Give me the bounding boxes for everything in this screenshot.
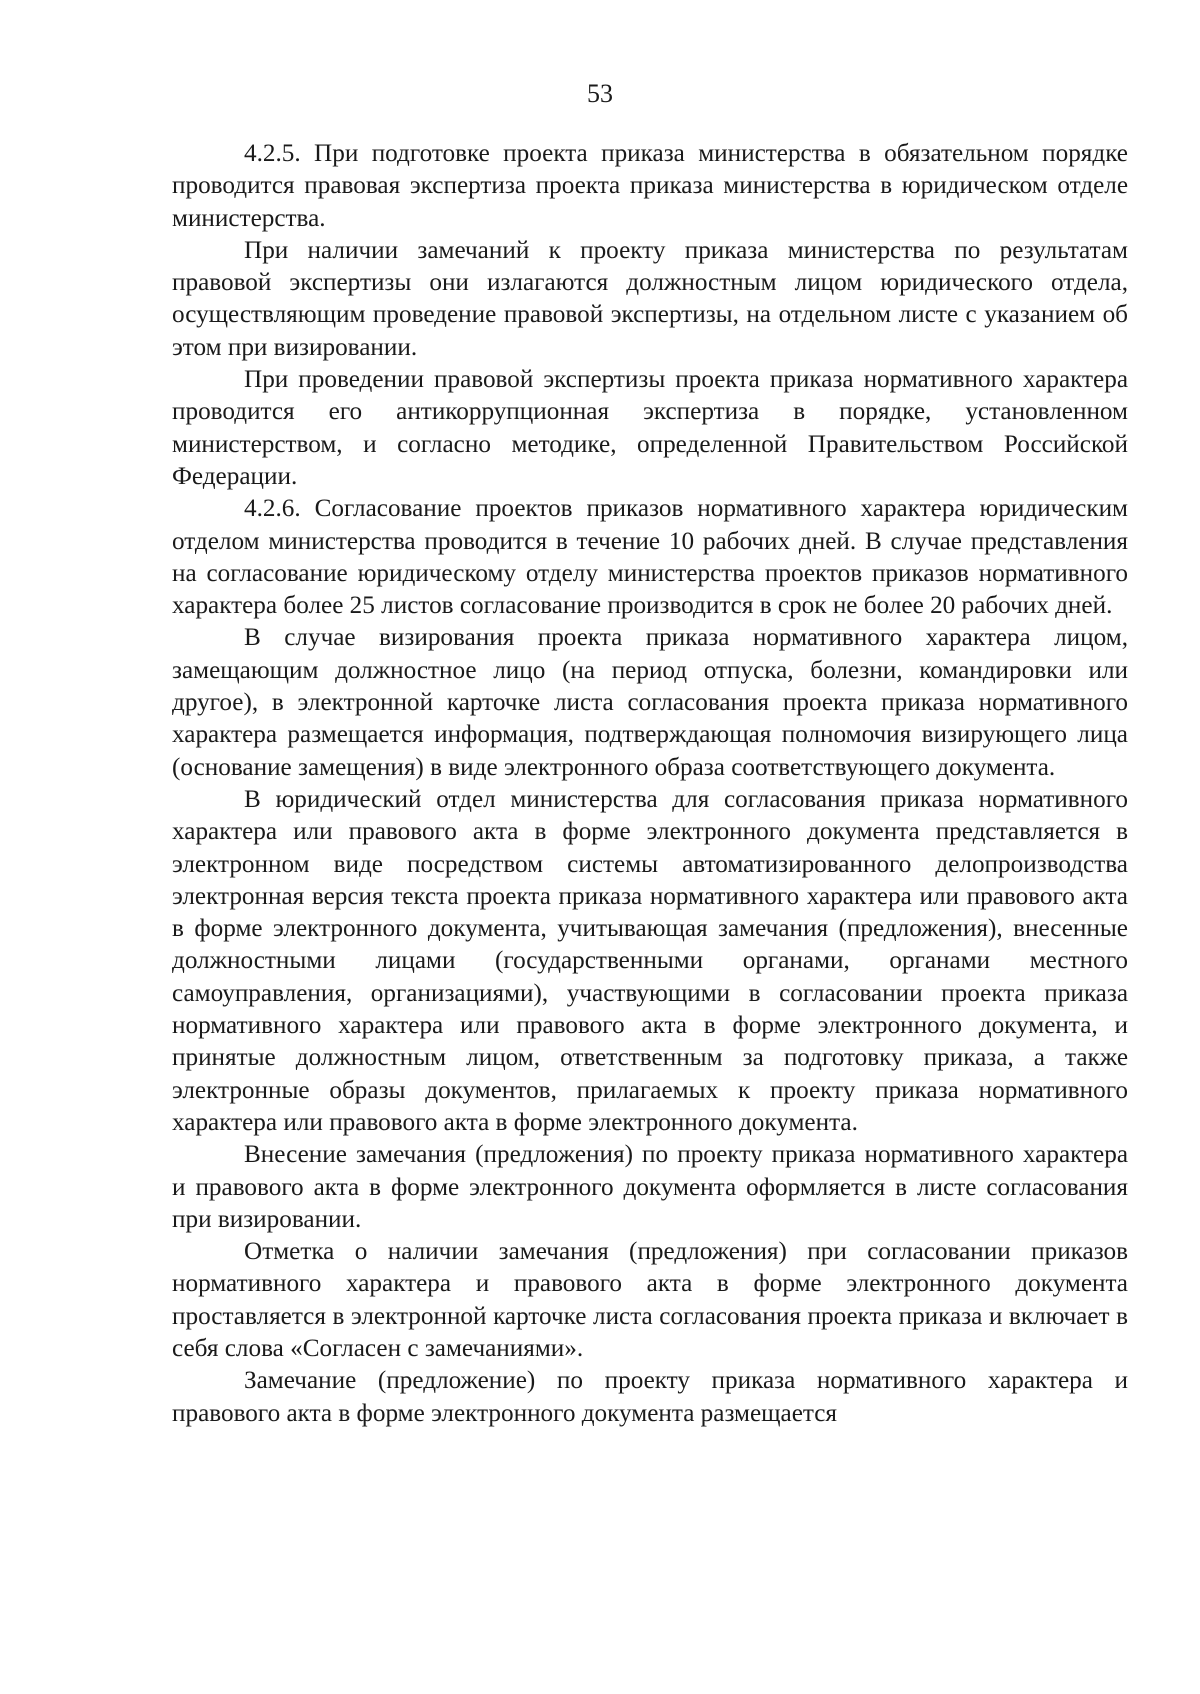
paragraph-remarks-entry: Внесение замечания (предложения) по проекту приказа нормативного характера и правового акта в форме электронного документа оформляется в листе согласования при визировании. — [172, 1141, 1128, 1233]
paragraph-remarks-on-expertise: При наличии замечаний к проекту приказа министерства по результатам правовой экспертизы они излагаются должностным лицом юридического отдела, осуществляющим проведение правовой экспертизы, на отдельном листе с указанием об этом при визировании. — [172, 236, 1128, 361]
paragraph-electronic-submission: В юридический отдел министерства для согласования приказа нормативного характера или правового акта в форме электронного документа представляется в электронном виде посредством системы автоматизированного делопроизводства электронная версия текста проекта приказа нормативного характера или правового акта в форме электронного документа, учитывающая замечания (предложения), внесенные должностными лицами (государственными органами, органами местного самоуправления, организациями), участвующими в согласовании проекта приказа нормативного характера или правового акта в форме электронного документа, и принятые должностным лицом, ответственным за подготовку приказа, а также электронные образы документов, прилагаемых к проекту приказа нормативного характера или правового акта в форме электронного документа. — [172, 785, 1128, 1136]
paragraph-4-2-5: 4.2.5. При подготовке проекта приказа министерства в обязательном порядке проводится правовая экспертиза проекта приказа министерства в юридическом отделе министерства. — [172, 140, 1128, 232]
paragraph-remarks-placement: Замечание (предложение) по проекту приказа нормативного характера и правового акта в форме электронного документа размещается — [172, 1367, 1128, 1427]
paragraph-4-2-6: 4.2.6. Согласование проектов приказов нормативного характера юридическим отделом министерства проводится в течение 10 рабочих дней. В случае представления на согласование юридическому отделу министерства проектов приказов нормативного характера более 25 листов согласование производится в срок не более 20 рабочих дней. — [172, 495, 1128, 620]
paragraph-substitute-visa: В случае визирования проекта приказа нормативного характера лицом, замещающим должностное лицо (на период отпуска, болезни, командировки или другое), в электронной карточке листа согласования проекта приказа нормативного характера размещается информация, подтверждающая полномочия визирующего лица (основание замещения) в виде электронного образа соответствующего документа. — [172, 624, 1128, 781]
page-number: 53 — [587, 79, 613, 108]
paragraph-remarks-mark: Отметка о наличии замечания (предложения) при согласовании приказов нормативного характера и правового акта в форме электронного документа проставляется в электронной карточке листа согласования проекта приказа и включает в себя слова «Согласен с замечаниями». — [172, 1238, 1128, 1362]
document-body — [172, 138, 1128, 1430]
paragraph-anticorruption-expertise: При проведении правовой экспертизы проекта приказа нормативного характера проводится его антикоррупционная экспертиза в порядке, установленном министерством, и согласно методике, определенной Правительством Российской Федерации. — [172, 366, 1128, 490]
